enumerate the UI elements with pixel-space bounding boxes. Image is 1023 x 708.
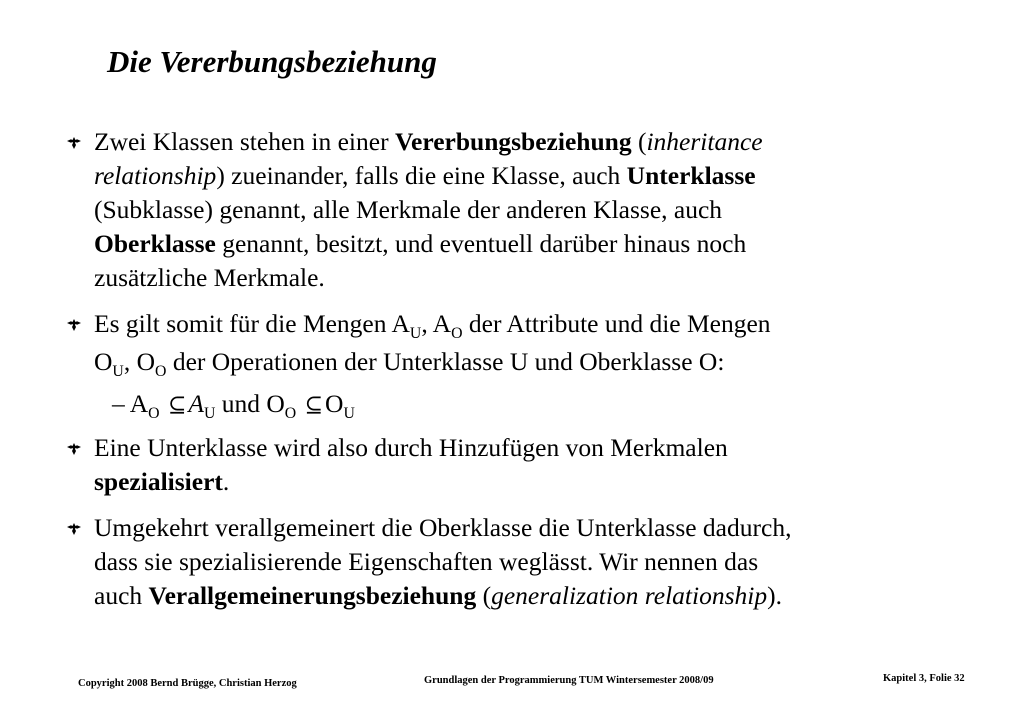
bullet2-line1: Es gilt somit für die Mengen $A_U$, $A_O$ der Attribute und die Mengen [94, 309, 771, 342]
bullet4-line3: auch Verallgemeinerungsbeziehung (generalization relationship). [94, 581, 782, 610]
term-vererbungsbeziehung: Vererbungsbeziehung [394, 127, 632, 156]
bullet-specialization [94, 431, 974, 499]
subset-relation-line: – $A_O$ $⊆A_U$ und $O_O$ $⊆O_U$ [112, 389, 355, 422]
bullet-generalization [94, 511, 974, 613]
subset-symbol: ⊆ [304, 393, 324, 418]
subset-symbol: ⊆ [167, 393, 187, 418]
term-unterklasse: Unterklasse [626, 161, 756, 190]
bullet-set-relations [94, 307, 974, 383]
diamond-bullet-icon [66, 433, 82, 463]
bullet3-line1: Eine Unterklasse wird also durch Hinzufügen von Merkmalen [94, 433, 728, 462]
bullet3-line2: spezialisiert. [94, 467, 230, 496]
bullet2-line2: $O_U$, $O_O$ der Operationen der Unterklasse U und Oberklasse O: [94, 347, 725, 380]
diamond-bullet-icon [66, 309, 82, 339]
bullet-inheritance-definition [94, 125, 974, 295]
bullet4-line1: Umgekehrt verallgemeinert die Oberklasse die Unterklasse dadurch, [94, 513, 792, 542]
footer-copyright: Copyright 2008 Bernd Brügge, Christian Herzog [78, 678, 297, 689]
bullet1-line3: (Subklasse) genannt, alle Merkmale der anderen Klasse, auch [94, 195, 723, 224]
bullet1-line5: zusätzliche Merkmale. [94, 263, 325, 292]
bullet4-line2: dass sie spezialisierende Eigenschaften weglässt. Wir nennen das [94, 547, 759, 576]
slide-title: Die Vererbungsbeziehung [107, 44, 437, 79]
footer-course: Grundlagen der Programmierung TUM Wintersemester 2008/09 [424, 675, 714, 686]
bullet1-line1: Zwei Klassen stehen in einer Vererbungsbeziehung (inheritance [94, 127, 763, 156]
diamond-bullet-icon [66, 127, 82, 157]
footer-page-number: Kapitel 3, Folie 32 [883, 673, 965, 684]
bullet1-line4: Oberklasse genannt, besitzt, und eventuell darüber hinaus noch [94, 229, 747, 258]
term-spezialisiert: spezialisiert [94, 467, 223, 496]
bullet1-line2: relationship) zueinander, falls die eine Klasse, auch Unterklasse [94, 161, 756, 190]
diamond-bullet-icon [66, 513, 82, 543]
term-oberklasse: Oberklasse [94, 229, 216, 258]
term-verallgemeinerungsbeziehung: Verallgemeinerungsbeziehung [148, 581, 477, 610]
